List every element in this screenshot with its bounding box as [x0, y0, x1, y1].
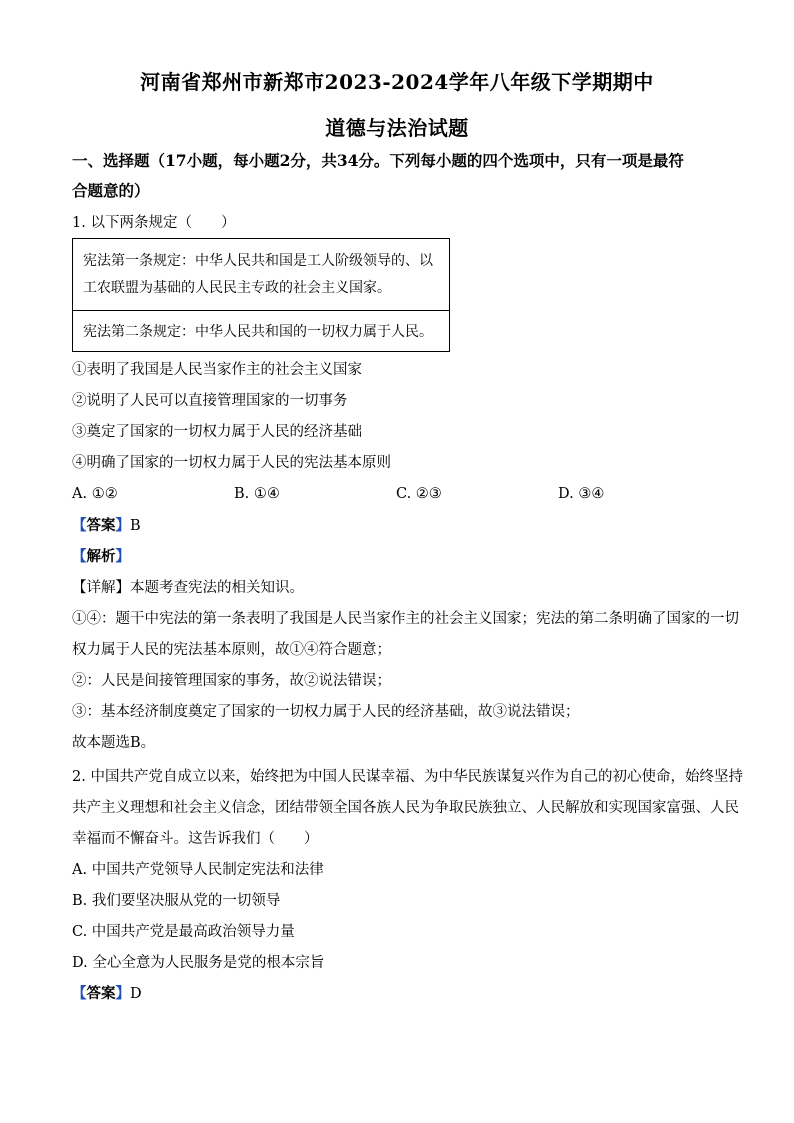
- option-c: C. ②③: [396, 486, 442, 502]
- explanation-line: 故本题选B。: [72, 735, 156, 751]
- option-b: B. ①④: [234, 486, 280, 502]
- question-2-stem: 2. 中国共产党自成立以来，始终把为中国人民谋幸福、为中华民族谋复兴作为自己的初心使命，始终坚持: [72, 769, 743, 785]
- option-a: A. 中国共产党领导人民制定宪法和法律: [72, 862, 324, 878]
- detail-line: [72, 578, 304, 598]
- document-subtitle: 道德与法治试题: [325, 116, 469, 140]
- explanation-line: 权力属于人民的宪法基本原则，故①④符合题意；: [72, 642, 391, 658]
- question-2-stem: 共产主义理想和社会主义信念，团结带领全国各族人民为争取民族独立、人民解放和实现国家富强、人民: [72, 800, 739, 816]
- answer-tag: 【答案】: [72, 985, 130, 1002]
- explanation-line: ①④：题干中宪法的第一条表明了我国是人民当家作主的社会主义国家；宪法的第二条明确了国家的一切: [72, 611, 739, 627]
- document-title: 河南省郑州市新郑市2023-2024学年八年级下学期期中: [140, 70, 654, 94]
- detail-text: 本题考查宪法的相关知识。: [130, 580, 304, 596]
- option-d: D. ③④: [558, 486, 605, 502]
- answer-line: [72, 984, 142, 1004]
- constitution-table: [72, 238, 450, 352]
- analysis-tag: 【解析】: [72, 548, 130, 565]
- section-heading: 一、选择题（17小题，每小题2分，共34分。下列每小题的四个选项中，只有一项是最符: [72, 151, 684, 170]
- answer-value: B: [130, 518, 141, 534]
- analysis-line: [72, 547, 130, 567]
- explanation-line: ②：人民是间接管理国家的事务，故②说法错误；: [72, 673, 391, 689]
- option-b: B. 我们要坚决服从党的一切领导: [72, 893, 281, 909]
- option-a: A. ①②: [72, 486, 118, 502]
- question-2-stem: 幸福而不懈奋斗。这告诉我们（ ）: [72, 831, 319, 847]
- answer-tag: 【答案】: [72, 517, 130, 534]
- table-row-article2: [73, 311, 449, 353]
- question-1-stem: 1. 以下两条规定（ ）: [72, 215, 236, 231]
- option-d: D. 全心全意为人民服务是党的根本宗旨: [72, 955, 325, 971]
- section-heading-cont: 合题意的）: [72, 181, 150, 200]
- answer-value: D: [130, 986, 142, 1002]
- explanation-line: ③：基本经济制度奠定了国家的一切权力属于人民的经济基础，故③说法错误；: [72, 704, 580, 720]
- statement-3: ③奠定了国家的一切权力属于人民的经济基础: [72, 424, 362, 440]
- table-cell-text: 宪法第一条规定：中华人民共和国是工人阶级领导的、以: [83, 253, 433, 269]
- table-row-article1: [73, 239, 449, 311]
- answer-line: [72, 516, 141, 536]
- statement-2: ②说明了人民可以直接管理国家的一切事务: [72, 393, 348, 409]
- statement-1: ①表明了我国是人民当家作主的社会主义国家: [72, 362, 362, 378]
- detail-tag: 【详解】: [72, 580, 130, 596]
- table-cell-text: 宪法第二条规定：中华人民共和国的一切权力属于人民。: [83, 324, 433, 340]
- statement-4: ④明确了国家的一切权力属于人民的宪法基本原则: [72, 455, 391, 471]
- table-cell-text: 工农联盟为基础的人民民主专政的社会主义国家。: [83, 280, 391, 296]
- option-c: C. 中国共产党是最高政治领导力量: [72, 924, 295, 940]
